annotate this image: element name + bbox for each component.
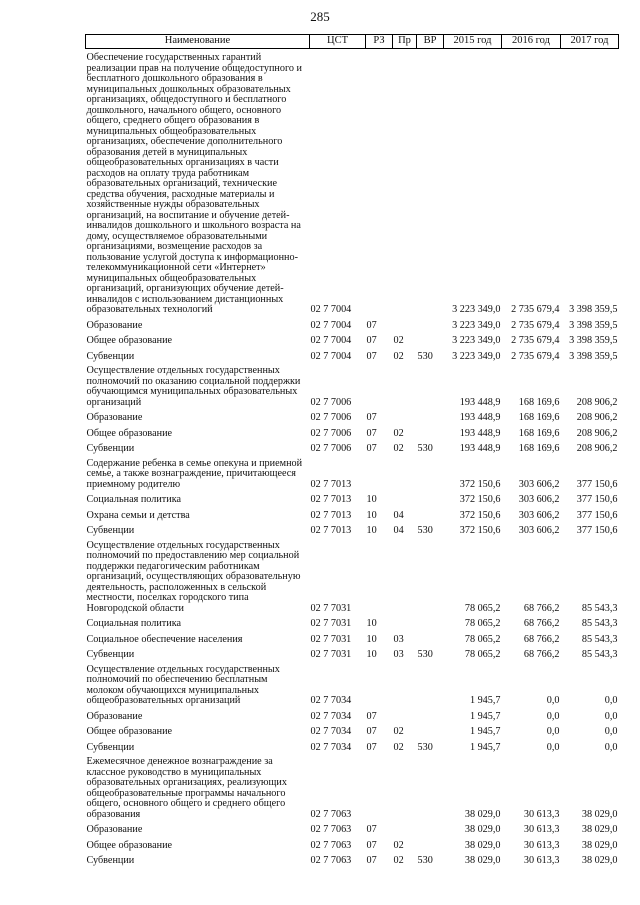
row-vr <box>417 424 444 440</box>
row-pr: 02 <box>393 443 404 454</box>
row-pr: 02 <box>393 839 404 851</box>
row-rz <box>366 537 393 615</box>
table-row <box>86 851 619 867</box>
row-2017: 85 543,3 <box>581 618 618 629</box>
row-rz: 10 <box>366 525 377 536</box>
row-2017: 208 906,2 <box>576 396 618 408</box>
row-2016: 168 169,6 <box>518 427 560 439</box>
row-pr: 04 <box>393 509 404 521</box>
row-rz: 07 <box>366 319 377 331</box>
row-name: Субвенции <box>86 350 135 362</box>
row-rz: 07 <box>366 741 377 753</box>
row-rz: 07 <box>366 335 377 346</box>
row-pr <box>393 362 417 408</box>
row-2017: 0,0 <box>604 695 618 706</box>
header-2017: 2017 год <box>561 35 619 49</box>
row-vr <box>417 753 444 820</box>
row-vr: 530 <box>417 350 433 362</box>
row-2016: 303 606,2 <box>518 525 560 536</box>
table-row <box>86 614 619 630</box>
row-2016: 68 766,2 <box>523 633 560 645</box>
row-2017: 38 029,0 <box>581 855 618 866</box>
table-row <box>86 820 619 836</box>
table-row <box>86 661 619 707</box>
row-rz <box>366 49 393 316</box>
row-2017: 208 906,2 <box>576 443 618 454</box>
row-name: Общее образование <box>86 839 173 851</box>
row-vr: 530 <box>417 649 433 660</box>
row-cst: 02 7 7063 <box>310 824 352 835</box>
row-rz: 07 <box>366 710 377 722</box>
row-2017: 208 906,2 <box>576 412 618 423</box>
row-name: Образование <box>86 319 143 331</box>
header-name: Наименование <box>86 35 310 49</box>
row-cst: 02 7 7031 <box>310 649 352 660</box>
row-vr <box>417 506 444 522</box>
row-vr <box>417 408 444 424</box>
row-pr <box>393 753 417 820</box>
row-2016: 2 735 679,4 <box>511 319 560 331</box>
table-row <box>86 707 619 723</box>
table-row <box>86 455 619 491</box>
row-name: Субвенции <box>86 741 135 753</box>
table-row <box>86 537 619 615</box>
row-2015: 193 448,9 <box>459 412 501 423</box>
row-rz: 10 <box>366 633 377 645</box>
row-vr <box>417 722 444 738</box>
row-name: Образование <box>86 710 143 722</box>
row-pr <box>393 537 417 615</box>
row-cst: 02 7 7063 <box>310 839 352 851</box>
row-cst: 02 7 7031 <box>310 602 352 614</box>
row-2017: 3 398 359,5 <box>569 335 618 346</box>
row-name: Содержание ребенка в семье опекуна и приемной семье, а также вознаграждение, причитающееся приемному родителю <box>86 457 303 490</box>
row-name: Социальная политика <box>86 618 182 629</box>
row-rz <box>366 455 393 491</box>
row-name: Социальная политика <box>86 494 182 505</box>
row-2016: 0,0 <box>546 695 560 706</box>
row-2015: 193 448,9 <box>459 396 501 408</box>
row-2016: 0,0 <box>546 726 560 737</box>
table-row <box>86 347 619 363</box>
row-rz: 07 <box>366 726 377 737</box>
row-cst: 02 7 7034 <box>310 710 352 722</box>
row-2017: 377 150,6 <box>576 525 618 536</box>
row-rz: 10 <box>366 649 377 660</box>
row-2016: 2 735 679,4 <box>511 304 560 315</box>
row-name: Общее образование <box>86 335 173 346</box>
row-2017: 3 398 359,5 <box>569 304 618 315</box>
table-body <box>86 49 619 867</box>
row-2017: 3 398 359,5 <box>569 319 618 331</box>
row-2017: 38 029,0 <box>581 808 618 820</box>
row-vr <box>417 362 444 408</box>
row-name: Субвенции <box>86 443 135 454</box>
row-2016: 68 766,2 <box>523 649 560 660</box>
row-2016: 68 766,2 <box>523 602 560 614</box>
row-2017: 377 150,6 <box>576 509 618 521</box>
row-rz: 10 <box>366 509 377 521</box>
row-2015: 78 065,2 <box>464 633 501 645</box>
row-pr: 03 <box>393 633 404 645</box>
table-row <box>86 439 619 455</box>
table-row <box>86 331 619 347</box>
table-row <box>86 645 619 661</box>
row-2016: 2 735 679,4 <box>511 350 560 362</box>
row-name: Осуществление отдельных государственных полномочий по предоставлению мер социальной поддержки педагогическим работникам организаций, осуществляющих образовательную деятельность, расположенных в сельской местности, поселках городского типа Новгородской области <box>86 539 301 614</box>
row-pr <box>393 490 417 506</box>
row-pr <box>393 661 417 707</box>
row-2015: 3 223 349,0 <box>452 335 501 346</box>
row-2016: 303 606,2 <box>518 478 560 490</box>
row-cst: 02 7 7013 <box>310 509 352 521</box>
row-name: Осуществление отдельных государственных полномочий по оказанию социальной поддержки обучающимся муниципальных образовательных организаций <box>86 365 301 408</box>
row-pr <box>393 820 417 836</box>
row-cst: 02 7 7004 <box>310 319 352 331</box>
row-2016: 30 613,3 <box>523 855 560 866</box>
row-cst: 02 7 7013 <box>310 494 352 505</box>
row-cst: 02 7 7034 <box>310 695 352 706</box>
row-cst: 02 7 7063 <box>310 808 352 820</box>
row-cst: 02 7 7031 <box>310 633 352 645</box>
row-cst: 02 7 7004 <box>310 335 352 346</box>
row-2016: 0,0 <box>546 741 560 753</box>
table-row <box>86 506 619 522</box>
row-2015: 3 223 349,0 <box>452 319 501 331</box>
row-2017: 377 150,6 <box>576 478 618 490</box>
row-2017: 38 029,0 <box>581 824 618 835</box>
row-2015: 38 029,0 <box>464 808 501 820</box>
row-2015: 38 029,0 <box>464 855 501 866</box>
row-2015: 193 448,9 <box>459 427 501 439</box>
row-vr: 530 <box>417 443 433 454</box>
row-vr <box>417 614 444 630</box>
row-2016: 68 766,2 <box>523 618 560 629</box>
row-vr <box>417 707 444 723</box>
row-name: Образование <box>86 824 143 835</box>
row-2017: 3 398 359,5 <box>569 350 618 362</box>
row-2015: 372 150,6 <box>459 494 501 505</box>
row-pr <box>393 707 417 723</box>
table-row <box>86 753 619 820</box>
header-rz: РЗ <box>366 35 393 49</box>
row-2015: 1 945,7 <box>469 710 501 722</box>
row-2017: 0,0 <box>604 741 618 753</box>
table-row <box>86 316 619 332</box>
row-vr <box>417 455 444 491</box>
row-cst: 02 7 7004 <box>310 350 352 362</box>
table-row <box>86 722 619 738</box>
row-2015: 78 065,2 <box>464 649 501 660</box>
row-2015: 78 065,2 <box>464 618 501 629</box>
row-2016: 0,0 <box>546 710 560 722</box>
row-2015: 1 945,7 <box>469 695 501 706</box>
row-2015: 38 029,0 <box>464 824 501 835</box>
table-row <box>86 362 619 408</box>
row-cst: 02 7 7006 <box>310 427 352 439</box>
row-vr <box>417 661 444 707</box>
page-number: 285 <box>310 9 330 24</box>
row-pr <box>393 408 417 424</box>
row-rz: 10 <box>366 494 377 505</box>
row-2016: 168 169,6 <box>518 412 560 423</box>
row-name: Обеспечение государственных гарантий реализации прав на получение общедоступного и бесплатного дошкольного образования в муниципальных дошкольных образовательных организациях, общедоступного и бесплатного дошкольного, начального общего, основного общего, среднего общего образования в муниципальных общеобразовательных организациях, обеспечение дополнительного образования детей в муниципальных общеобразовательных организациях в части расходов на оплату труда работникам образовательных организаций, технические средства обучения, расходные материалы и хозяйственные нужды образовательных организаций, на воспитание и обучение детей-инвалидов дошкольного и школьного возраста на дому, осуществляемое образовательными организациями, возмещение расходов за пользование услугой доступа к информационно-телекоммуникационной сети «Интернет» муниципальных общеобразовательных организаций, организующих обучение детей-инвалидов с использованием дистанционных образовательных технологий <box>86 52 302 315</box>
row-cst: 02 7 7034 <box>310 726 352 737</box>
header-2015: 2015 год <box>444 35 502 49</box>
row-2015: 372 150,6 <box>459 478 501 490</box>
row-name: Общее образование <box>86 726 173 737</box>
row-2016: 2 735 679,4 <box>511 335 560 346</box>
row-2016: 30 613,3 <box>523 824 560 835</box>
row-2015: 3 223 349,0 <box>452 304 501 315</box>
row-2016: 168 169,6 <box>518 396 560 408</box>
row-name: Социальное обеспечение населения <box>86 633 243 645</box>
row-cst: 02 7 7034 <box>310 741 352 753</box>
row-2017: 208 906,2 <box>576 427 618 439</box>
row-vr <box>417 49 444 316</box>
row-cst: 02 7 7013 <box>310 478 352 490</box>
row-pr: 04 <box>393 525 404 536</box>
table-row <box>86 630 619 646</box>
row-vr: 530 <box>417 855 433 866</box>
row-2017: 38 029,0 <box>581 839 618 851</box>
row-name: Общее образование <box>86 427 173 439</box>
row-2015: 38 029,0 <box>464 839 501 851</box>
row-rz <box>366 753 393 820</box>
header-cst: ЦСТ <box>310 35 366 49</box>
row-cst: 02 7 7006 <box>310 412 352 423</box>
row-name: Субвенции <box>86 855 135 866</box>
row-cst: 02 7 7004 <box>310 304 352 315</box>
row-rz: 07 <box>366 412 377 423</box>
row-name: Субвенции <box>86 525 135 536</box>
row-name: Охрана семьи и детства <box>86 509 190 521</box>
row-vr <box>417 537 444 615</box>
row-2017: 85 543,3 <box>581 649 618 660</box>
row-2017: 377 150,6 <box>576 494 618 505</box>
table-row <box>86 738 619 754</box>
row-name: Осуществление отдельных государственных полномочий по обеспечению бесплатным молоком обучающихся муниципальных общеобразовательных организаций <box>86 663 280 706</box>
row-pr: 02 <box>393 335 404 346</box>
row-rz: 07 <box>366 855 377 866</box>
header-2016: 2016 год <box>502 35 561 49</box>
row-cst: 02 7 7006 <box>310 443 352 454</box>
row-name: Субвенции <box>86 649 135 660</box>
row-pr: 03 <box>393 649 404 660</box>
row-name: Образование <box>86 412 143 423</box>
row-rz <box>366 661 393 707</box>
row-vr <box>417 836 444 852</box>
row-rz <box>366 362 393 408</box>
row-rz: 07 <box>366 824 377 835</box>
row-vr <box>417 630 444 646</box>
row-rz: 07 <box>366 427 377 439</box>
row-2015: 372 150,6 <box>459 525 501 536</box>
row-vr <box>417 490 444 506</box>
row-2017: 0,0 <box>604 726 618 737</box>
table-row <box>86 424 619 440</box>
row-cst: 02 7 7031 <box>310 618 352 629</box>
row-2016: 30 613,3 <box>523 839 560 851</box>
table-header <box>86 35 619 49</box>
row-2017: 85 543,3 <box>581 602 618 614</box>
row-2015: 3 223 349,0 <box>452 350 501 362</box>
row-vr <box>417 820 444 836</box>
row-vr <box>417 331 444 347</box>
row-2016: 168 169,6 <box>518 443 560 454</box>
row-rz: 07 <box>366 350 377 362</box>
table-row <box>86 49 619 316</box>
row-cst: 02 7 7063 <box>310 855 352 866</box>
header-pr: Пр <box>393 35 417 49</box>
row-2015: 193 448,9 <box>459 443 501 454</box>
table-row <box>86 836 619 852</box>
table-row <box>86 490 619 506</box>
row-pr: 02 <box>393 855 404 866</box>
row-vr: 530 <box>417 525 433 536</box>
row-vr: 530 <box>417 741 433 753</box>
row-2017: 0,0 <box>604 710 618 722</box>
row-2015: 1 945,7 <box>469 726 501 737</box>
row-pr: 02 <box>393 726 404 737</box>
header-vr: ВР <box>417 35 444 49</box>
row-pr <box>393 455 417 491</box>
row-vr <box>417 316 444 332</box>
row-2016: 303 606,2 <box>518 494 560 505</box>
row-pr <box>393 614 417 630</box>
budget-table <box>85 34 619 867</box>
row-2017: 85 543,3 <box>581 633 618 645</box>
row-2015: 78 065,2 <box>464 602 501 614</box>
row-cst: 02 7 7013 <box>310 525 352 536</box>
row-2016: 30 613,3 <box>523 808 560 820</box>
row-2016: 303 606,2 <box>518 509 560 521</box>
row-2015: 1 945,7 <box>469 741 501 753</box>
row-name: Ежемесячное денежное вознаграждение за классное руководство в муниципальных образовательных организациях, реализующих общеобразовательные программы начального общего, основного общего и среднего общего образования <box>86 756 287 820</box>
row-pr: 02 <box>393 741 404 753</box>
row-pr: 02 <box>393 350 404 362</box>
row-pr <box>393 49 417 316</box>
row-2015: 372 150,6 <box>459 509 501 521</box>
table-row <box>86 521 619 537</box>
row-rz: 10 <box>366 618 377 629</box>
row-cst: 02 7 7006 <box>310 396 352 408</box>
table-row <box>86 408 619 424</box>
row-pr: 02 <box>393 427 404 439</box>
row-rz: 07 <box>366 839 377 851</box>
row-rz: 07 <box>366 443 377 454</box>
row-pr <box>393 316 417 332</box>
